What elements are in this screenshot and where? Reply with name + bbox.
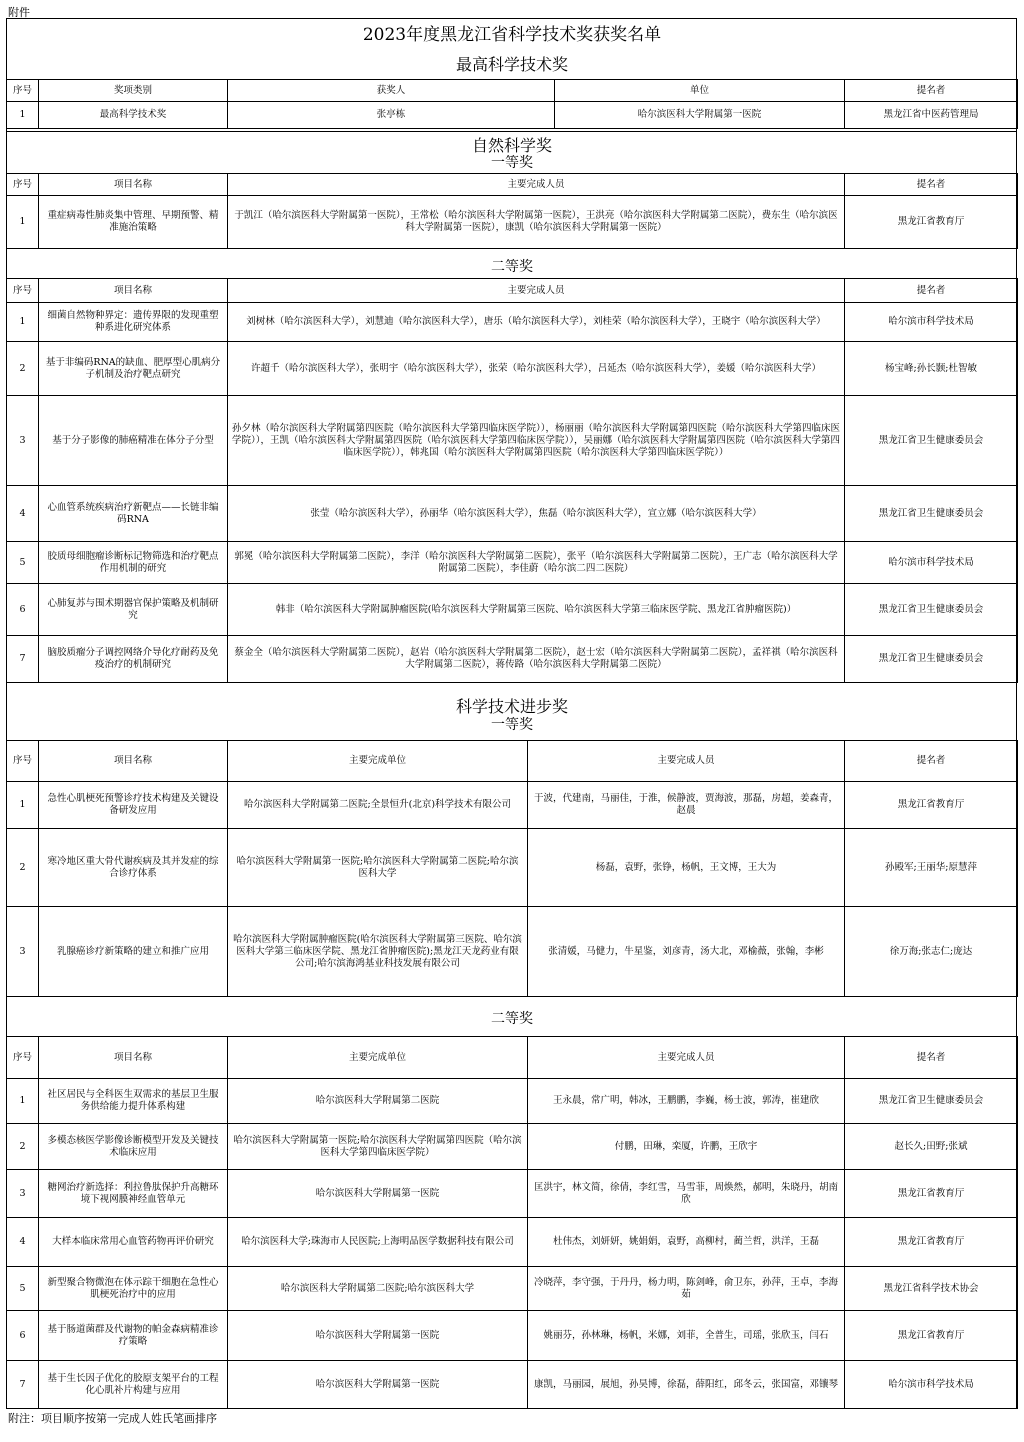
cell-project: 细菌自然物种界定：遗传界限的发现重塑种系进化研究体系 bbox=[39, 303, 228, 342]
cell-nominator: 黑龙江省教育厅 bbox=[845, 1170, 1018, 1218]
cell-index: 3 bbox=[7, 907, 39, 997]
cell-members: 付鹏，田琳，栾厦，许鹏，王欣宇 bbox=[528, 1124, 845, 1170]
header-cell: 单位 bbox=[555, 80, 845, 102]
table-header-row bbox=[7, 80, 1018, 102]
cell-project: 大样本临床常用心血管药物再评价研究 bbox=[39, 1218, 228, 1267]
cell-index: 1 bbox=[7, 303, 39, 342]
cell-members: 张清媛，马健力，牛星鉴，刘彦青，汤大北，邓榆薇，张翰，李彬 bbox=[528, 907, 845, 997]
cell-nominator: 杨宝峰;孙长颢;杜智敏 bbox=[845, 342, 1018, 396]
table-row bbox=[7, 584, 1018, 636]
section-rule bbox=[6, 131, 1017, 132]
cell-members: 许超千（哈尔滨医科大学），张明宇（哈尔滨医科大学），张荣（哈尔滨医科大学），吕延杰（哈尔滨医科大学），姜媛（哈尔滨医科大学） bbox=[228, 342, 845, 396]
cell-nominator: 黑龙江省中医药管理局 bbox=[845, 102, 1018, 129]
table-row bbox=[7, 1267, 1018, 1311]
cell-index: 7 bbox=[7, 636, 39, 683]
natural-second-prize-title: 二等奖 bbox=[491, 259, 533, 275]
cell-project: 急性心肌梗死预警诊疗技术构建及关键设备研发应用 bbox=[39, 782, 228, 829]
cell-project: 基于分子影像的肺癌精准在体分子分型 bbox=[39, 396, 228, 486]
cell-members: 孙夕林（哈尔滨医科大学附属第四医院（哈尔滨医科大学第四临床医学院）），杨丽丽（哈尔滨医科大学附属第四医院（哈尔滨医科大学第四临床医学院）），王凯（哈尔滨医科大学附属第四医院（哈尔滨医科大学第四临床医学院）），吴丽娜（哈尔滨医科大学附属第四医院（哈尔滨医科大学第四临床医学院）），韩兆国（哈尔滨医科大学附属第四医院（哈尔滨医科大学第四临床医学院）） bbox=[228, 396, 845, 486]
cell-units: 哈尔滨医科大学附属第一医院;哈尔滨医科大学附属第二医院;哈尔滨医科大学 bbox=[228, 829, 528, 907]
header-cell: 序号 bbox=[7, 1037, 39, 1079]
cell-units: 哈尔滨医科大学附属第二医院;全景恒升(北京)科学技术有限公司 bbox=[228, 782, 528, 829]
cell-index: 6 bbox=[7, 1311, 39, 1361]
natural-second-prize-table bbox=[6, 278, 1018, 683]
cell-nominator: 赵长久;田野;张斌 bbox=[845, 1124, 1018, 1170]
cell-project: 社区居民与全科医生双需求的基层卫生服务供给能力提升体系构建 bbox=[39, 1079, 228, 1124]
cell-index: 2 bbox=[7, 1124, 39, 1170]
header-cell: 序号 bbox=[7, 174, 39, 196]
table-row bbox=[7, 303, 1018, 342]
header-cell: 提名者 bbox=[845, 279, 1018, 303]
cell-units: 哈尔滨医科大学附属第一医院 bbox=[228, 1311, 528, 1361]
table-row bbox=[7, 1170, 1018, 1218]
cell-project: 基于肠道菌群及代谢物的帕金森病精准诊疗策略 bbox=[39, 1311, 228, 1361]
cell-nominator: 徐万海;张志仁;庞达 bbox=[845, 907, 1018, 997]
cell-index: 5 bbox=[7, 542, 39, 584]
cell-nominator: 哈尔滨市科学技术局 bbox=[845, 1361, 1018, 1409]
cell-project: 乳腺癌诊疗新策略的建立和推广应用 bbox=[39, 907, 228, 997]
table-row bbox=[7, 1218, 1018, 1267]
progress-second-prize-title: 二等奖 bbox=[491, 1011, 533, 1027]
cell-project: 心肺复苏与围术期器官保护策略及机制研究 bbox=[39, 584, 228, 636]
progress-first-prize-title: 一等奖 bbox=[491, 717, 533, 733]
cell-nominator: 孙殿军;王丽华;原慧萍 bbox=[845, 829, 1018, 907]
cell-project: 多模态核医学影像诊断模型开发及关键技术临床应用 bbox=[39, 1124, 228, 1170]
cell-index: 1 bbox=[7, 102, 39, 129]
table-header-row bbox=[7, 279, 1018, 303]
cell-members: 于凯江（哈尔滨医科大学附属第一医院），王常松（哈尔滨医科大学附属第一医院），王洪亮（哈尔滨医科大学附属第二医院），费东生（哈尔滨医科大学附属第一医院），康凯（哈尔滨医科大学附属第一医院） bbox=[228, 196, 845, 249]
progress-first-prize-table bbox=[6, 740, 1018, 997]
table-row bbox=[7, 102, 1018, 129]
cell-index: 2 bbox=[7, 342, 39, 396]
table-row bbox=[7, 636, 1018, 683]
attachment-label: 附件 bbox=[8, 6, 30, 19]
cell-index: 1 bbox=[7, 1079, 39, 1124]
cell-members: 王永晨，常广明，韩冰，王鹏鹏，李巍，杨士波，郭涛，崔建欣 bbox=[528, 1079, 845, 1124]
cell-project: 基于生长因子优化的胶原支架平台的工程化心肌补片构建与应用 bbox=[39, 1361, 228, 1409]
table-row bbox=[7, 342, 1018, 396]
cell-index: 2 bbox=[7, 829, 39, 907]
table-header-row bbox=[7, 741, 1018, 782]
highest-award-section-title: 最高科学技术奖 bbox=[455, 55, 568, 74]
natural-first-prize-title: 一等奖 bbox=[491, 155, 533, 171]
cell-units: 哈尔滨医科大学附属第一医院;哈尔滨医科大学附属第四医院（哈尔滨医科大学第四临床医学院） bbox=[228, 1124, 528, 1170]
cell-nominator: 黑龙江省教育厅 bbox=[845, 1311, 1018, 1361]
cell-project: 基于非编码RNA的缺血、肥厚型心肌病分子机制及治疗靶点研究 bbox=[39, 342, 228, 396]
cell-index: 4 bbox=[7, 486, 39, 542]
header-cell: 项目名称 bbox=[39, 279, 228, 303]
header-cell: 主要完成人员 bbox=[228, 174, 845, 196]
header-cell: 项目名称 bbox=[39, 741, 228, 782]
cell-category: 最高科学技术奖 bbox=[39, 102, 228, 129]
table-row bbox=[7, 196, 1018, 249]
cell-nominator: 哈尔滨市科学技术局 bbox=[845, 542, 1018, 584]
header-cell: 提名者 bbox=[845, 741, 1018, 782]
header-cell: 主要完成人员 bbox=[528, 1037, 845, 1079]
cell-units: 哈尔滨医科大学附属第一医院 bbox=[228, 1361, 528, 1409]
highest-award-table bbox=[6, 79, 1018, 129]
header-cell: 项目名称 bbox=[39, 1037, 228, 1079]
cell-project: 脑胶质瘤分子调控网络介导化疗耐药及免疫治疗的机制研究 bbox=[39, 636, 228, 683]
header-cell: 奖项类别 bbox=[39, 80, 228, 102]
cell-units: 哈尔滨医科大学附属肿瘤医院(哈尔滨医科大学附属第三医院、哈尔滨医科大学第三临床医学院、黑龙江省肿瘤医院);黑龙江天龙药业有限公司;哈尔滨海鸿基业科技发展有限公司 bbox=[228, 907, 528, 997]
header-cell: 提名者 bbox=[845, 1037, 1018, 1079]
cell-index: 3 bbox=[7, 396, 39, 486]
cell-nominator: 黑龙江省教育厅 bbox=[845, 1218, 1018, 1267]
cell-units: 哈尔滨医科大学附属第二医院 bbox=[228, 1079, 528, 1124]
cell-members: 杜伟杰，刘妍妍，姚娟娟，袁野，高柳村，蔺兰哲，洪洋，王磊 bbox=[528, 1218, 845, 1267]
table-row bbox=[7, 1361, 1018, 1409]
cell-nominator: 黑龙江省卫生健康委员会 bbox=[845, 486, 1018, 542]
footnote: 附注：项目顺序按第一完成人姓氏笔画排序 bbox=[8, 1412, 217, 1425]
cell-members: 冷晓萍，李守强，于丹丹，杨力明，陈剑峰，俞卫东，孙萍，王卓，李海茹 bbox=[528, 1267, 845, 1311]
cell-project: 糖网治疗新选择：利拉鲁肽保护升高糖环境下视网膜神经血管单元 bbox=[39, 1170, 228, 1218]
table-row bbox=[7, 782, 1018, 829]
progress-second-prize-table bbox=[6, 1036, 1018, 1409]
cell-nominator: 黑龙江省卫生健康委员会 bbox=[845, 636, 1018, 683]
header-cell: 项目名称 bbox=[39, 174, 228, 196]
header-cell: 主要完成人员 bbox=[228, 279, 845, 303]
cell-members: 蔡金全（哈尔滨医科大学附属第二医院），赵岩（哈尔滨医科大学附属第二医院），赵士宏（哈尔滨医科大学附属第二医院），孟祥祺（哈尔滨医科大学附属第二医院），蒋传路（哈尔滨医科大学附属第二医院） bbox=[228, 636, 845, 683]
cell-project: 胶质母细胞瘤诊断标记物筛选和治疗靶点作用机制的研究 bbox=[39, 542, 228, 584]
table-row bbox=[7, 907, 1018, 997]
cell-unit: 哈尔滨医科大学附属第一医院 bbox=[555, 102, 845, 129]
cell-index: 1 bbox=[7, 782, 39, 829]
cell-members: 康凯，马丽园，展旭，孙昊博，徐磊，薛阳红，邱冬云，张国富，邓镶琴 bbox=[528, 1361, 845, 1409]
cell-members: 张莹（哈尔滨医科大学），孙丽华（哈尔滨医科大学），焦磊（哈尔滨医科大学），宣立娜（哈尔滨医科大学） bbox=[228, 486, 845, 542]
cell-members: 姚丽芬，孙林琳，杨帆，米娜，刘菲，全普生，司瑶，张欣玉，闫石 bbox=[528, 1311, 845, 1361]
cell-members: 韩非（哈尔滨医科大学附属肿瘤医院(哈尔滨医科大学附属第三医院、哈尔滨医科大学第三临床医学院、黑龙江省肿瘤医院)） bbox=[228, 584, 845, 636]
cell-nominator: 黑龙江省科学技术协会 bbox=[845, 1267, 1018, 1311]
cell-project: 重症病毒性肺炎集中管理、早期预警、精准施治策略 bbox=[39, 196, 228, 249]
table-row bbox=[7, 486, 1018, 542]
cell-members: 刘树林（哈尔滨医科大学），刘慧迪（哈尔滨医科大学），唐乐（哈尔滨医科大学），刘桂荣（哈尔滨医科大学），王晓宇（哈尔滨医科大学） bbox=[228, 303, 845, 342]
header-cell: 主要完成单位 bbox=[228, 1037, 528, 1079]
cell-nominator: 黑龙江省教育厅 bbox=[845, 196, 1018, 249]
table-row bbox=[7, 1311, 1018, 1361]
cell-index: 4 bbox=[7, 1218, 39, 1267]
cell-index: 6 bbox=[7, 584, 39, 636]
cell-index: 7 bbox=[7, 1361, 39, 1409]
cell-units: 哈尔滨医科大学附属第一医院 bbox=[228, 1170, 528, 1218]
table-row bbox=[7, 829, 1018, 907]
document-title: 2023年度黑龙江省科学技术奖获奖名单 bbox=[362, 25, 662, 45]
table-row bbox=[7, 542, 1018, 584]
progress-section-title: 科学技术进步奖 bbox=[455, 697, 568, 716]
header-cell: 获奖人 bbox=[228, 80, 555, 102]
header-cell: 主要完成人员 bbox=[528, 741, 845, 782]
table-row bbox=[7, 1124, 1018, 1170]
cell-index: 3 bbox=[7, 1170, 39, 1218]
cell-members: 匡洪宇，林文简，徐倩，李红雪，马雪菲，周焕然，郝明，朱晓丹，胡南欣 bbox=[528, 1170, 845, 1218]
cell-members: 于波，代建南，马丽佳，于淮，候静波，贾海波，那磊，房超，姜森青，赵晨 bbox=[528, 782, 845, 829]
cell-winner: 张亭栋 bbox=[228, 102, 555, 129]
cell-project: 心血管系统疾病治疗新靶点——长链非编码RNA bbox=[39, 486, 228, 542]
header-cell: 主要完成单位 bbox=[228, 741, 528, 782]
natural-science-section-title: 自然科学奖 bbox=[471, 136, 552, 155]
header-cell: 序号 bbox=[7, 279, 39, 303]
table-header-row bbox=[7, 1037, 1018, 1079]
header-cell: 提名者 bbox=[845, 80, 1018, 102]
cell-units: 哈尔滨医科大学附属第二医院;哈尔滨医科大学 bbox=[228, 1267, 528, 1311]
table-row bbox=[7, 1079, 1018, 1124]
cell-nominator: 黑龙江省卫生健康委员会 bbox=[845, 396, 1018, 486]
cell-project: 寒冷地区重大骨代谢疾病及其并发症的综合诊疗体系 bbox=[39, 829, 228, 907]
cell-index: 1 bbox=[7, 196, 39, 249]
cell-members: 杨磊，袁野，张铮，杨帆，王文博，王大为 bbox=[528, 829, 845, 907]
header-cell: 序号 bbox=[7, 80, 39, 102]
natural-first-prize-table bbox=[6, 173, 1018, 249]
cell-nominator: 黑龙江省卫生健康委员会 bbox=[845, 1079, 1018, 1124]
header-cell: 提名者 bbox=[845, 174, 1018, 196]
cell-nominator: 黑龙江省教育厅 bbox=[845, 782, 1018, 829]
cell-nominator: 黑龙江省卫生健康委员会 bbox=[845, 584, 1018, 636]
cell-index: 5 bbox=[7, 1267, 39, 1311]
cell-project: 新型聚合物微泡在体示踪干细胞在急性心肌梗死治疗中的应用 bbox=[39, 1267, 228, 1311]
header-cell: 序号 bbox=[7, 741, 39, 782]
table-header-row bbox=[7, 174, 1018, 196]
table-row bbox=[7, 396, 1018, 486]
cell-members: 郭冕（哈尔滨医科大学附属第二医院），李洋（哈尔滨医科大学附属第二医院），张平（哈尔滨医科大学附属第二医院），王广志（哈尔滨医科大学附属第二医院），李佳蔚（哈尔滨二四二医院） bbox=[228, 542, 845, 584]
cell-nominator: 哈尔滨市科学技术局 bbox=[845, 303, 1018, 342]
cell-units: 哈尔滨医科大学;珠海市人民医院;上海明品医学数据科技有限公司 bbox=[228, 1218, 528, 1267]
